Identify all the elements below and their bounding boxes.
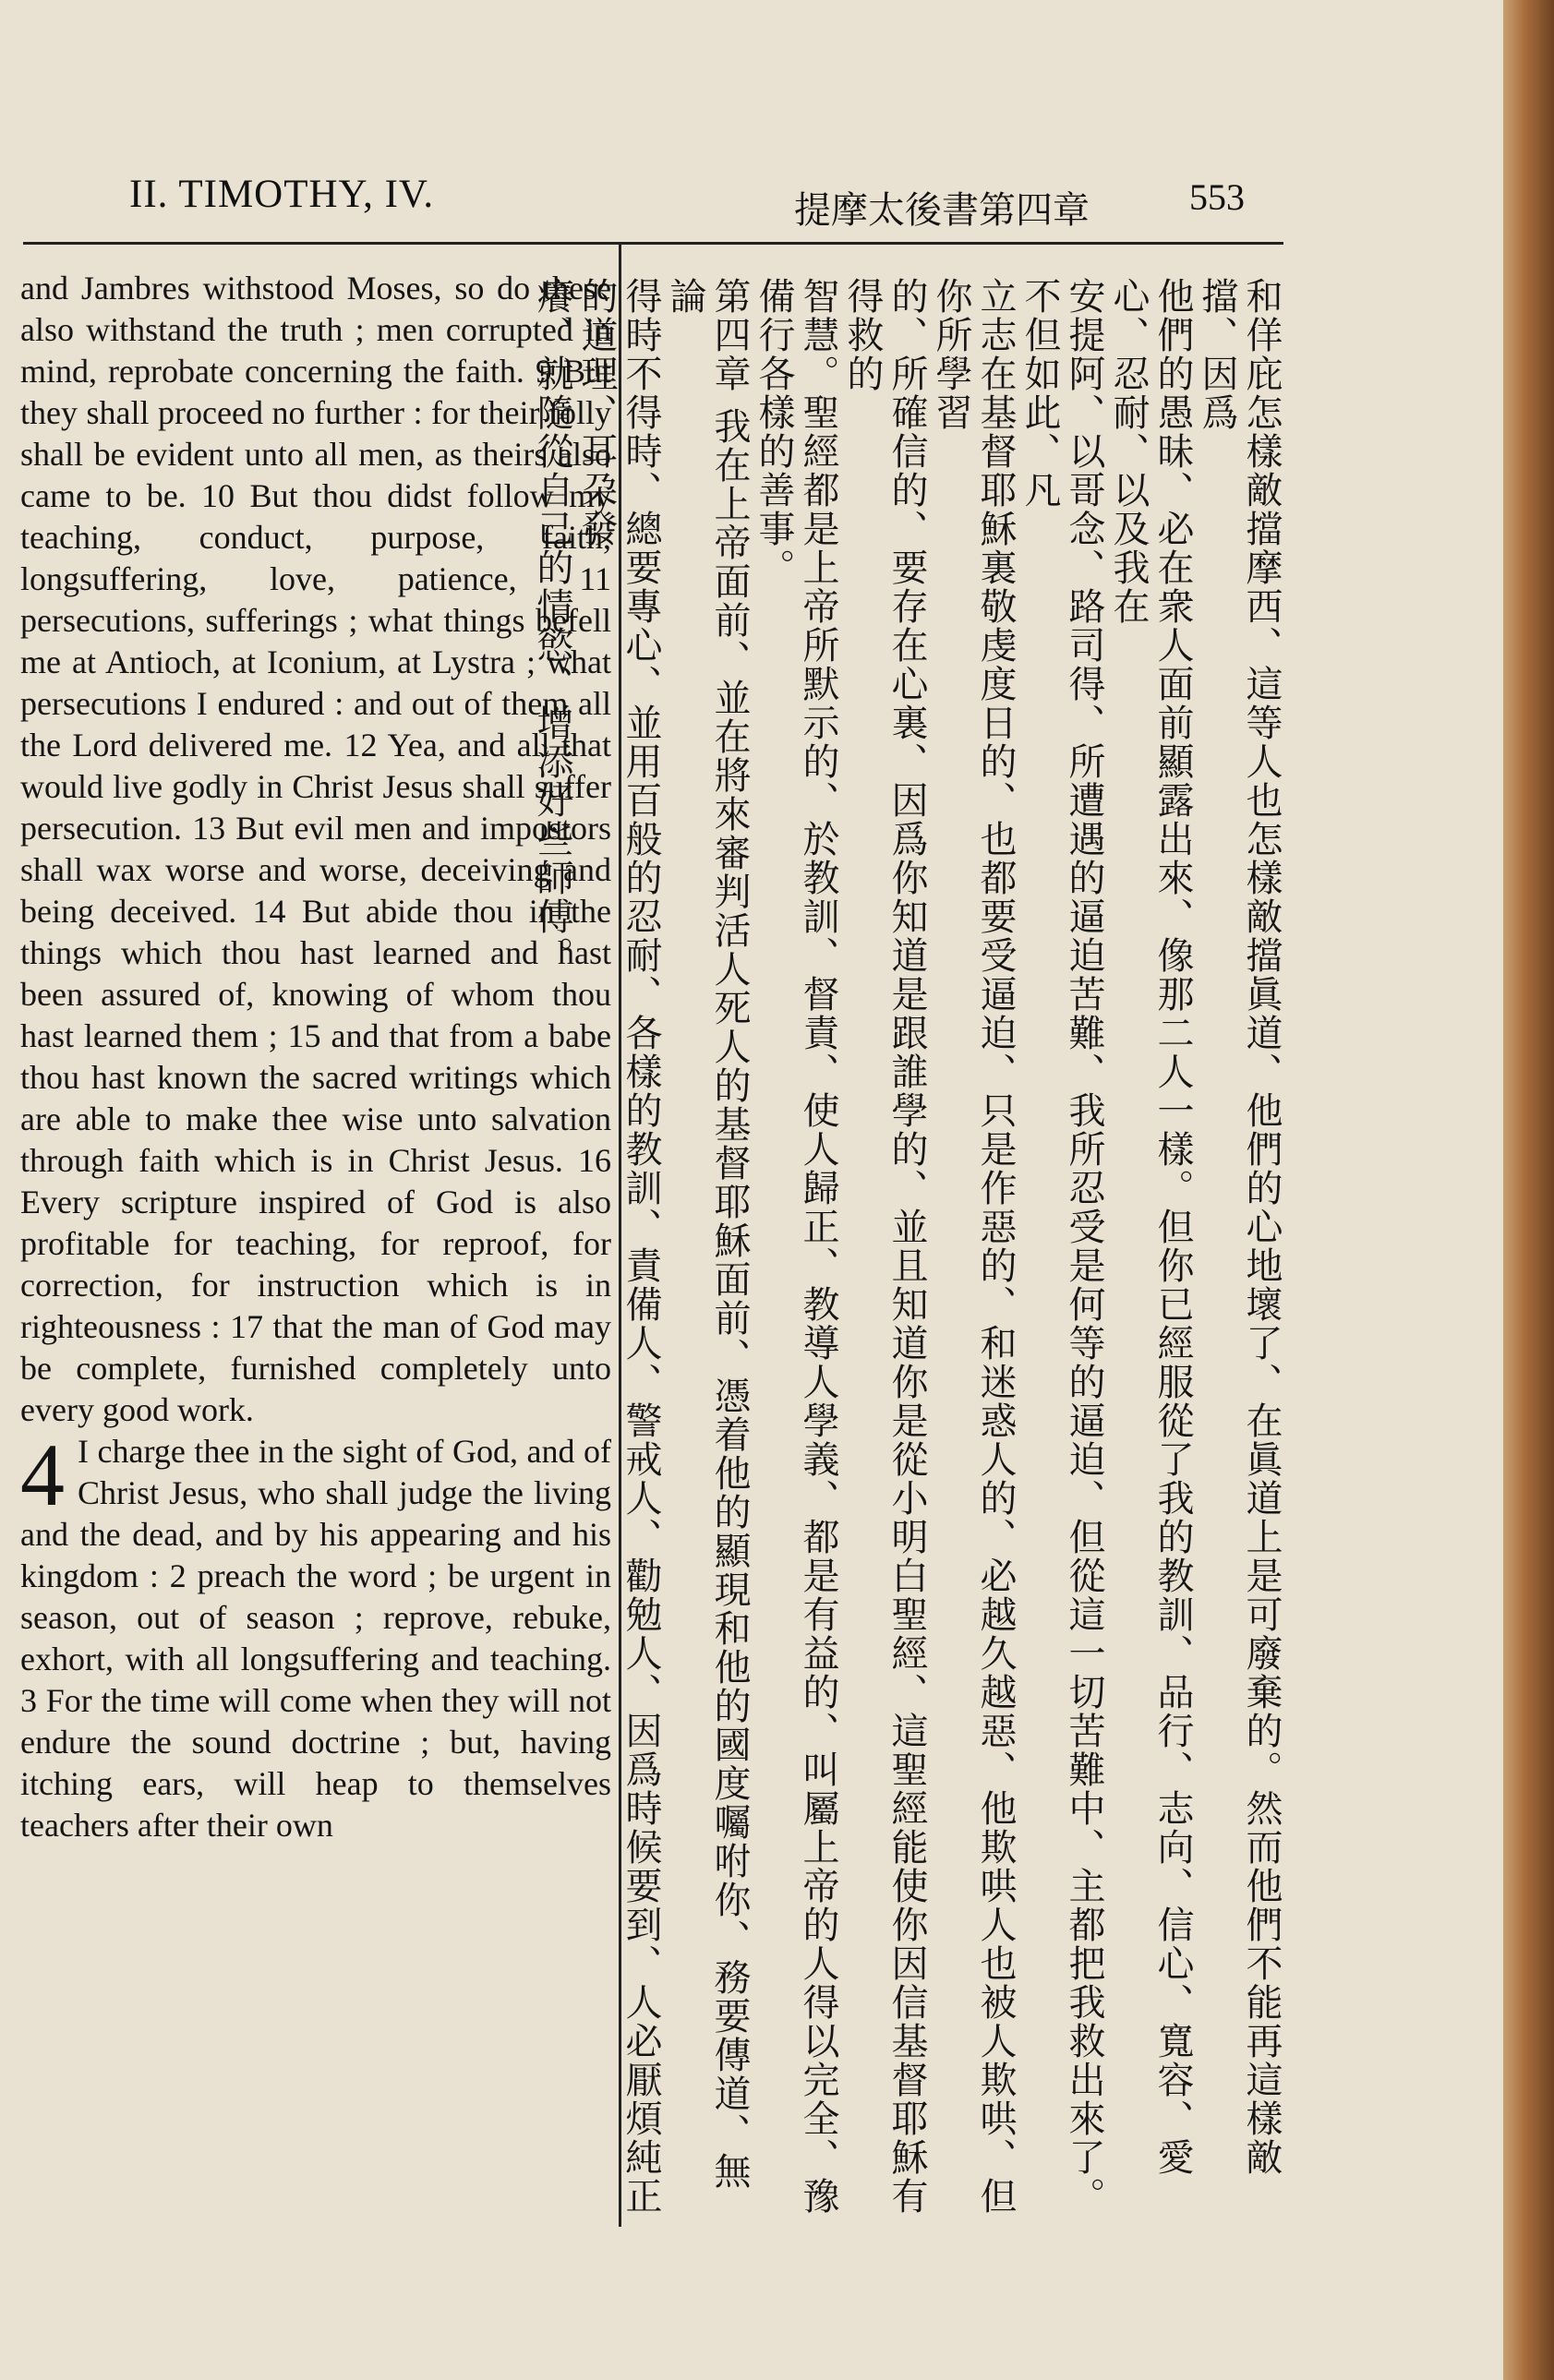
english-paragraph-chapter-4 <box>20 1425 611 1846</box>
chinese-text-column: 第四章 我在上帝面前、並在將來審判活人死人的基督耶穌面前、憑着他的顯現和他的國度囑咐你、務要傳道、無論 <box>664 277 751 2191</box>
chinese-text-column: 備行各樣的善事。 <box>753 277 795 587</box>
page-edge <box>1503 0 1554 2380</box>
english-paragraph-chapter-3: and Jambres withstood Moses, so do these also withstand the truth ; men corrupted in mind, reprobate concerning the faith. 9 But they shall proceed no further : for their folly shall be evident unto all men, as theirs also came to be. 10 But thou didst follow my teaching, conduct, purpose, faith, longsuffering, love, patience, 11 persecutions, sufferings ; what things befell me at Antioch, at Iconium, at Lystra ; what persecutions I endured : and out of them all the Lord delivered me. 12 Yea, and all that would live godly in Christ Jesus shall suffer persecution. 13 But evil men and impostors shall wax worse and worse, deceiving and being deceived. 14 But abide thou in the things which thou hast learned and hast been assured of, knowing of whom thou hast learned them ; 15 and that from a babe thou hast known the sacred writings which are able to make thee wise unto salvation through faith which is in Christ Jesus. 16 Every scripture inspired of God is also profitable for teaching, for reproof, for correction, for instruction which is in righteousness : 17 that the man of God may be complete, furnished completely unto every good work. <box>20 270 611 1428</box>
chapter-numeral: 4 <box>20 1425 65 1524</box>
english-paragraph-text: I charge thee in the sight of God, and of Christ Jesus, who shall judge the living and the dead, and by his appearing and his kingdom : 2 preach the word ; be urgent in season, out of season ; reprove, rebuke, exhort, with all longsuffering and teaching. 3 For the time will come when they will not endure the sound doctrine ; but, having itching ears, will heap to themselves teachers after their own <box>20 1433 611 1844</box>
english-column <box>20 268 611 1846</box>
chinese-text-column: 癢、就隨從自己的情慾、增添好些師傅。 <box>531 277 573 975</box>
chinese-text-column: 安提阿、以哥念、路司得、所遭遇的逼迫苦難、我所忍受是何等的逼迫、但從這一切苦難中、主都把我救出來了。不但如此、凡 <box>1018 277 1105 2216</box>
chinese-text-column: 智慧。聖經都是上帝所默示的、於教訓、督責、使人歸正、教導人學義、都是有益的、叫屬上帝的人得以完全、豫 <box>797 277 839 2216</box>
chinese-text-column: 他們的愚昧、必在衆人面前顯露出來、像那二人一樣。但你已經服從了我的教訓、品行、志向、信心、寬容、愛心、忍耐、以及我在 <box>1107 277 1194 2177</box>
running-head-chinese: 提摩太後書第四章 <box>794 189 1090 232</box>
page-number: 553 <box>1189 176 1245 218</box>
running-head-english: II. TIMOTHY, IV. <box>129 173 435 216</box>
chinese-text-column: 得時不得時、總要專心、並用百般的忍耐、各樣的教訓、責備人、警戒人、勸勉人、因爲時候要到、人必厭煩純正的道理、耳朶發 <box>575 277 662 2216</box>
header-rule <box>23 242 1283 245</box>
chinese-column <box>531 277 1283 2220</box>
chinese-text-column: 和佯庇怎樣敵擋摩西、這等人也怎樣敵擋眞道、他們的心地壞了、在眞道上是可廢棄的。然而他們不能再這樣敵擋、因爲 <box>1196 277 1283 2177</box>
chinese-text-column: 立志在基督耶穌裏敬虔度日的、也都要受逼迫、只是作惡的、和迷惑人的、必越久越惡、他欺哄人也被人欺哄、但你所學習 <box>930 277 1017 2216</box>
chinese-text-column: 的、所確信的、要存在心裏、因爲你知道是跟誰學的、並且知道你是從小明白聖經、這聖經能使你因信基督耶穌有得救的 <box>841 277 928 2216</box>
